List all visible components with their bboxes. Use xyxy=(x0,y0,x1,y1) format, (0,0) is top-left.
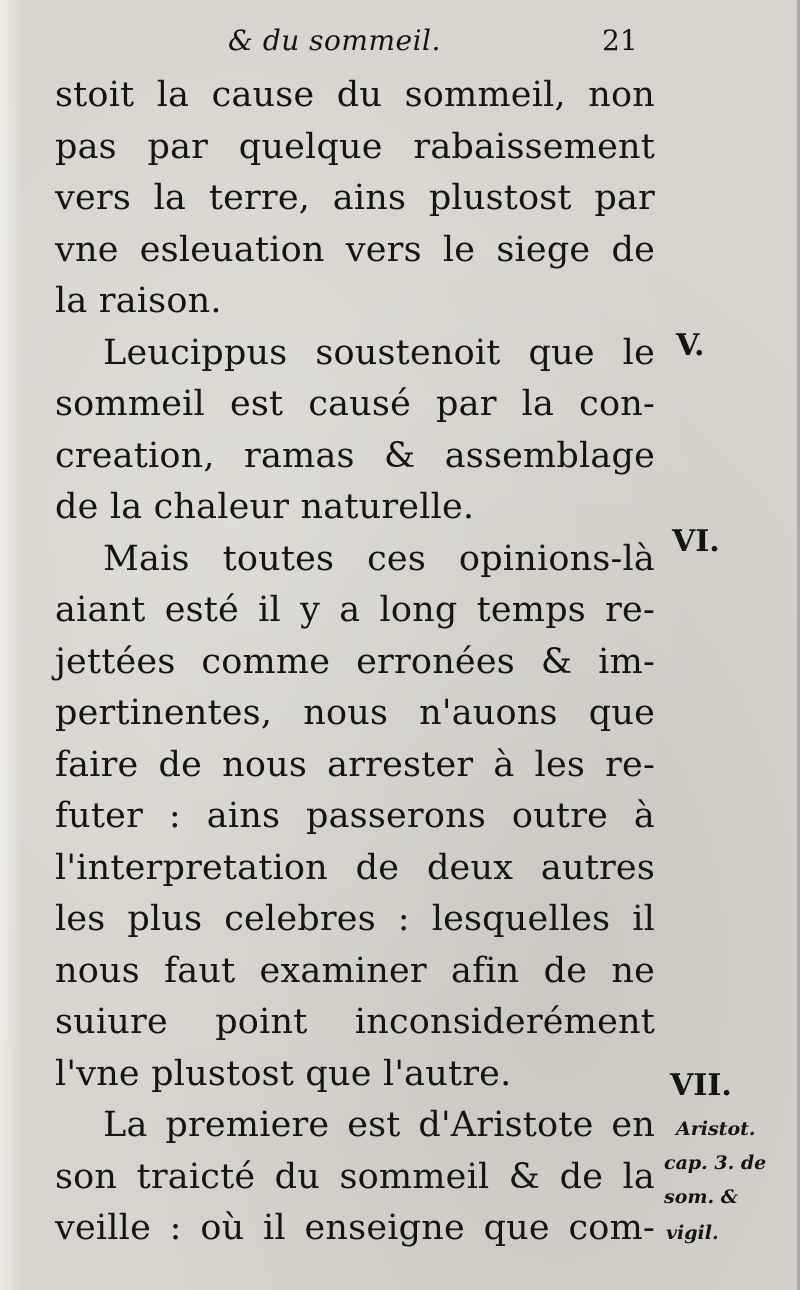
text-line: suiure point inconsiderément xyxy=(55,1002,655,1042)
page-number: 21 xyxy=(602,24,638,57)
text-line: faire de nous arrester à les re- xyxy=(55,744,655,785)
body-text xyxy=(55,70,655,1255)
text-line: l'vne plustost que l'autre. xyxy=(55,1053,512,1094)
text-line: futer : ains passerons outre à xyxy=(55,796,655,836)
text-line: nous faut examiner afin de ne xyxy=(55,950,655,991)
paragraph-start-line: Leucippus soustenoit que le xyxy=(103,332,655,373)
text-line: les plus celebres : lesquelles il xyxy=(55,899,655,939)
text-line: aiant esté il y a long temps re- xyxy=(55,590,655,630)
margin-numeral-vi: VI. xyxy=(672,524,720,559)
margin-reference-line: Aristot. xyxy=(676,1118,756,1140)
text-line: stoit la cause du sommeil, non xyxy=(55,75,655,115)
margin-reference-line: som. & xyxy=(664,1186,738,1208)
margin-numeral-v: V. xyxy=(676,328,705,363)
text-line: veille : où il enseigne que com- xyxy=(55,1208,655,1248)
text-line: vne esleuation vers le siege de xyxy=(55,229,655,270)
text-line: pertinentes, nous n'auons que xyxy=(55,693,655,733)
paragraph-start-line: La premiere est d'Aristote en xyxy=(103,1105,655,1145)
running-title: & du sommeil. xyxy=(228,24,441,57)
text-line: jettées comme erronées & im- xyxy=(55,641,655,682)
text-line: son traicté du sommeil & de la xyxy=(55,1156,655,1197)
paragraph-start-line: Mais toutes ces opinions-là xyxy=(103,538,655,579)
text-line: pas par quelque rabaissement xyxy=(55,126,655,167)
text-line: creation, ramas & assemblage xyxy=(55,435,655,476)
page-header xyxy=(0,18,800,62)
page-edge-shadow xyxy=(0,0,22,1290)
margin-numeral-vii: VII. xyxy=(670,1068,732,1103)
text-line: vers la terre, ains plustost par xyxy=(55,178,655,218)
text-line: la raison. xyxy=(55,281,222,321)
margin-reference-line: cap. 3. de xyxy=(664,1152,767,1174)
text-line: l'interpretation de deux autres xyxy=(55,847,655,888)
text-line: sommeil est causé par la con- xyxy=(55,384,655,424)
margin-reference-line: vigil. xyxy=(666,1222,719,1244)
text-line: de la chaleur naturelle. xyxy=(55,487,475,527)
